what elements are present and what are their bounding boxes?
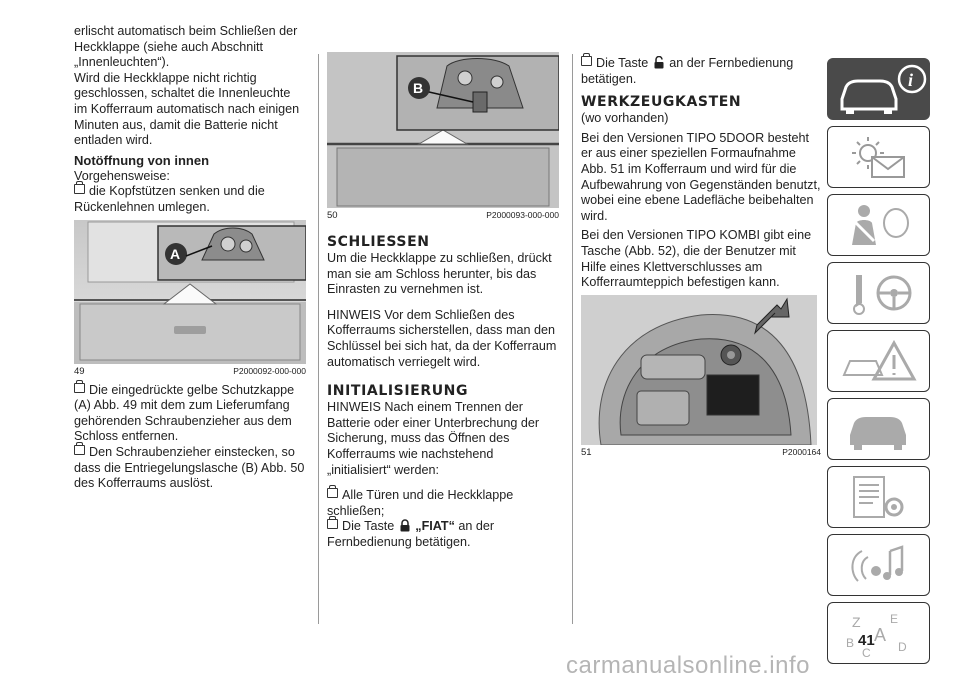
alphabet-index-icon [828, 603, 929, 663]
index-letter: B [846, 636, 855, 650]
sidebar-item-multimedia[interactable] [827, 534, 930, 596]
bullet-item: Alle Türen und die Heckklappe schließen; [327, 488, 514, 518]
index-letter: E [890, 612, 899, 626]
figure-code: P2000093-000-000 [486, 210, 559, 220]
bullet-icon [74, 445, 85, 455]
lock-open-icon [654, 56, 664, 69]
column-2 [327, 52, 559, 551]
bullet-item: Die Taste „FIAT“ an der Fernbedienung betätigen. [327, 519, 495, 549]
paragraph: Bei den Versionen TIPO KOMBI gibt eine Tasche (Abb. 52), die der Benutzer mit Hilfe eines Klettverschlusses am Kofferraumteppich befestigen kann. [581, 228, 812, 290]
figure-caption [74, 366, 306, 377]
media-nav-icon [828, 535, 929, 595]
figure-caption [327, 210, 559, 221]
sidebar-item-lights-messages[interactable] [827, 126, 930, 188]
figure-code: P2000092-000-000 [233, 365, 306, 376]
index-letter: Z [852, 614, 861, 630]
figure-50 [327, 52, 559, 208]
watermark-text: carmanualsonline.info [566, 652, 810, 679]
paragraph: Vorgehensweise: [74, 168, 170, 183]
key-steering-icon [828, 263, 929, 323]
paragraph: erlischt automatisch beim Schließen der Heckklappe (siehe auch Abschnitt „Innenleuchten“). [74, 24, 298, 70]
section-heading: INITIALISIERUNG [327, 383, 469, 400]
tool-box-illustration [581, 295, 817, 445]
bullet-item: Die eingedrückte gelbe Schutzkappe (A) Abb. 49 mit dem zum Lieferumfang gehörenden Schraubenzieher aus dem Schloss entfernen. [74, 382, 295, 444]
sun-envelope-icon [828, 127, 929, 187]
column-1 [74, 24, 306, 492]
bullet-item: Den Schraubenzieher einstecken, so dass die Entriegelungslasche (B) Abb. 50 des Kofferraums auslöst. [74, 444, 305, 491]
sidebar-item-vehicle-info[interactable] [827, 58, 930, 120]
section-heading: Notöffnung von innen [74, 152, 210, 168]
figure-number: 50 [327, 210, 338, 221]
index-letter: C [862, 646, 871, 660]
sidebar-item-safety[interactable] [827, 194, 930, 256]
chapter-sidebar [827, 58, 930, 670]
warning-triangle-icon [828, 331, 929, 391]
car-info-icon [828, 59, 929, 119]
page-number: 41 [858, 632, 875, 649]
sidebar-item-technical-data[interactable] [827, 466, 930, 528]
note-paragraph: HINWEIS Vor dem Schließen des Kofferraums sicherstellen, dass man den Schlüssel bei sich hat, da der Kofferraum automatisch verriegelt wird. [327, 307, 557, 369]
seatbelt-airbag-icon [828, 195, 929, 255]
bullet-item: Die Taste an der Fernbedienung betätigen. [581, 56, 794, 86]
bullet-item: die Kopfstützen senken und die Rückenlehnen umlegen. [74, 184, 265, 214]
column-3 [581, 56, 821, 464]
car-service-icon [828, 399, 929, 459]
figure-code: P2000164 [782, 446, 821, 457]
figure-51 [581, 295, 817, 445]
section-heading: WERKZEUGKASTEN [581, 94, 742, 111]
document-gear-icon [828, 467, 929, 527]
sidebar-item-emergency[interactable] [827, 330, 930, 392]
column-divider [572, 54, 573, 624]
section-heading: SCHLIESSEN [327, 234, 430, 250]
bullet-icon [327, 488, 338, 498]
bullet-icon [327, 519, 338, 529]
sidebar-item-index[interactable] [827, 602, 930, 664]
bullet-icon [74, 184, 85, 194]
figure-label-b: B [413, 80, 424, 96]
svg-text:i: i [908, 70, 914, 90]
bullet-icon [74, 383, 85, 393]
paragraph: Bei den Versionen TIPO 5DOOR besteht er aus einer speziellen Formaufnahme Abb. 51 im Kofferraum und wird für die Aufbewahrung von Gegenständen benutzt, wobei eine ebene Ladefläche beibehalten wird. [581, 130, 821, 223]
figure-caption [581, 447, 821, 458]
note-paragraph: HINWEIS Nach einem Trennen der Batterie oder einer Unterbrechung der Sicherung, muss das Öffnen des Kofferraums wie nachstehend „initialisiert“ werden: [327, 400, 540, 477]
figure-number: 49 [74, 365, 85, 377]
bullet-icon [581, 56, 592, 66]
paragraph: (wo vorhanden) [581, 111, 669, 126]
lock-closed-icon [400, 519, 410, 532]
figure-49 [74, 220, 306, 364]
trunk-release-illustration [327, 52, 559, 208]
trunk-latch-illustration [74, 220, 306, 364]
column-divider [318, 54, 319, 624]
sidebar-item-maintenance[interactable] [827, 398, 930, 460]
fiat-key-label: „FIAT“ [415, 519, 455, 534]
sidebar-item-starting-driving[interactable] [827, 262, 930, 324]
figure-number: 51 [581, 446, 592, 458]
paragraph: Wird die Heckklappe nicht richtig geschlossen, schaltet die Innenleuchte im Kofferraum automatisch nach einigen Minuten aus, damit die Batterie nicht entladen wird. [74, 70, 300, 148]
index-letter: A [874, 625, 887, 645]
paragraph: Um die Heckklappe zu schließen, drückt man sie am Schloss herunter, bis das Einrasten zu vernehmen ist. [327, 251, 552, 297]
index-letter: D [898, 640, 907, 654]
figure-label-a: A [170, 245, 181, 262]
